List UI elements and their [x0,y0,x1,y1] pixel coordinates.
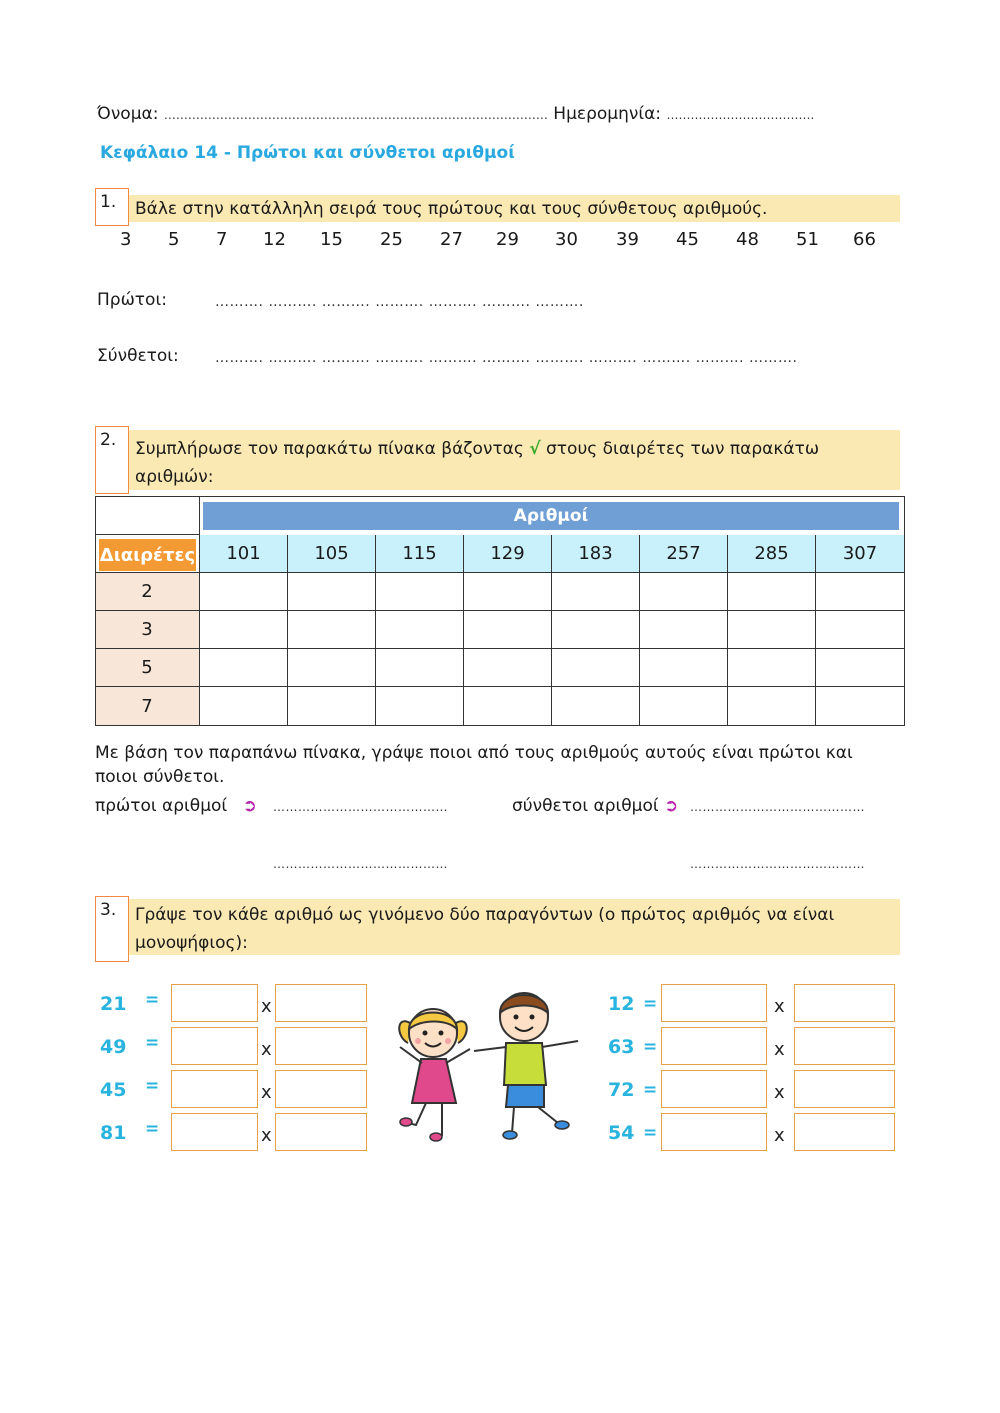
arrow-icon: ➲ [242,796,257,816]
divisor-cell: 3 [95,611,200,649]
times-sign: x [261,1082,272,1103]
task1-instruction: Βάλε στην κατάλληλη σειρά τους πρώτους και τους σύνθετους αριθμούς. [135,199,768,219]
answer-cell[interactable] [200,687,288,726]
task2-instruction-end: στους διαιρέτες των παρακάτω [546,439,820,459]
answer-cell[interactable] [552,687,640,726]
answer-cell[interactable] [288,649,376,687]
answer-cell[interactable] [640,649,728,687]
factor-input[interactable] [171,1070,258,1108]
times-sign: x [261,996,272,1017]
factor-input[interactable] [171,1027,258,1065]
answer-cell[interactable] [464,573,552,611]
task2-followup [95,741,905,789]
answer-cell[interactable] [640,573,728,611]
factor-number: 54 [608,1122,635,1144]
equals-sign: = [643,1080,658,1100]
number-header-cell: 115 [376,535,464,573]
factor-input[interactable] [794,1070,895,1108]
equals-sign: = [145,1033,160,1053]
number-header-cell: 257 [640,535,728,573]
number-item: 3 [120,229,132,250]
task2-followup-line1: Με βάση τον παραπάνω πίνακα, γράψε ποιοι από τους αριθμούς αυτούς είναι πρώτοι και [95,743,853,763]
factor-number: 21 [100,993,127,1015]
equals-sign: = [643,1037,658,1057]
times-sign: x [774,1082,785,1103]
composites-answer-label: σύνθετοι αριθμοί ➲ [512,796,679,816]
factor-input[interactable] [661,984,767,1022]
answer-cell[interactable] [728,687,816,726]
factor-input[interactable] [794,1113,895,1151]
composites-answer-field[interactable]: ………. ………. ………. ………. ………. ………. ………. ………. ………. ………. ………. [215,350,798,366]
number-item: 12 [263,229,286,250]
composites-answer-line-2[interactable]: …………………………………… [690,857,865,871]
task2-followup-line2: ποιοι σύνθετοι. [95,767,225,787]
task2-instruction-line2: αριθμών: [135,467,214,487]
primes-answer-field[interactable]: ………. ………. ………. ………. ………. ………. ………. [215,294,584,310]
answer-cell[interactable] [200,649,288,687]
primes-label: Πρώτοι: [97,290,167,310]
task3-instruction-line2: μονοψήφιος): [135,933,248,953]
times-sign: x [774,996,785,1017]
answer-cell[interactable] [288,611,376,649]
answer-cell[interactable] [376,687,464,726]
answer-cell[interactable] [376,573,464,611]
factor-input[interactable] [661,1027,767,1065]
equals-sign: = [145,990,160,1010]
task1-number-row [110,229,890,255]
times-sign: x [261,1125,272,1146]
task1-number: 1. [95,188,129,226]
divisors-table [95,496,905,726]
factor-number: 45 [100,1079,127,1101]
answer-cell[interactable] [816,687,905,726]
factor-number: 49 [100,1036,127,1058]
number-item: 25 [380,229,403,250]
number-header-cell: 105 [288,535,376,573]
factor-input[interactable] [275,1027,367,1065]
factor-number: 72 [608,1079,635,1101]
factor-input[interactable] [171,984,258,1022]
date-label: Ημερομηνία: [553,104,662,124]
factor-input[interactable] [275,1070,367,1108]
factor-input[interactable] [794,984,895,1022]
equals-sign: = [145,1119,160,1139]
answer-cell[interactable] [640,611,728,649]
factor-input[interactable] [794,1027,895,1065]
answer-cell[interactable] [376,649,464,687]
number-header-cell: 101 [200,535,288,573]
task2-instruction-start: Συμπλήρωσε τον παρακάτω πίνακα βάζοντας [135,439,524,459]
factor-number: 63 [608,1036,635,1058]
task2-number: 2. [95,426,129,494]
number-item: 15 [320,229,343,250]
girl-figure [399,1009,470,1141]
answer-cell[interactable] [816,649,905,687]
number-item: 5 [168,229,180,250]
answer-cell[interactable] [288,687,376,726]
factor-input[interactable] [275,984,367,1022]
number-item: 27 [440,229,463,250]
divisor-cell: 2 [95,573,200,611]
number-header-cell: 129 [464,535,552,573]
check-mark-icon: √ [529,439,541,459]
number-item: 51 [796,229,819,250]
number-item: 39 [616,229,639,250]
divisor-cell: 5 [95,649,200,687]
number-header-cell: 285 [728,535,816,573]
composites-label: Σύνθετοι: [97,346,179,366]
factor-input[interactable] [275,1113,367,1151]
number-item: 45 [676,229,699,250]
table-corner-cell [95,496,200,535]
number-header-cell: 183 [552,535,640,573]
equals-sign: = [643,1123,658,1143]
equals-sign: = [145,1076,160,1096]
factor-input[interactable] [171,1113,258,1151]
answer-cell[interactable] [464,649,552,687]
factor-input[interactable] [661,1113,767,1151]
composites-answer-line-1[interactable]: …………………………………… [690,800,865,814]
task3-instruction-line1: Γράψε τον κάθε αριθμό ως γινόμενο δύο παραγόντων (ο πρώτος αριθμός να είναι [135,905,835,925]
task2-instruction [135,435,895,491]
name-field[interactable]: …………………………………………………………………………………… [163,108,548,122]
times-sign: x [774,1125,785,1146]
numbers-header: Αριθμοί [203,502,899,530]
factor-number: 12 [608,993,635,1015]
answer-cell[interactable] [464,687,552,726]
answer-cell[interactable] [816,611,905,649]
number-item: 30 [555,229,578,250]
primes-answer-label: πρώτοι αριθμοί ➲ [95,796,257,816]
factor-input[interactable] [661,1070,767,1108]
number-item: 29 [496,229,519,250]
number-item: 7 [216,229,228,250]
primes-answer-line-2[interactable]: …………………………………… [273,857,448,871]
name-label: Όνομα: [97,104,159,124]
name-date-line [97,104,897,124]
factor-number: 81 [100,1122,127,1144]
number-header-cell: 307 [816,535,905,573]
answer-cell[interactable] [816,573,905,611]
arrow-icon: ➲ [664,796,679,816]
chapter-title: Κεφάλαιο 14 - Πρώτοι και σύνθετοι αριθμοί [100,143,515,163]
answer-cell[interactable] [728,573,816,611]
equals-sign: = [643,994,658,1014]
answer-cell[interactable] [552,573,640,611]
task3-instruction [135,901,895,957]
divisor-cell: 7 [95,687,200,726]
answer-cell[interactable] [728,611,816,649]
answer-cell[interactable] [552,611,640,649]
answer-cell[interactable] [464,611,552,649]
primes-answer-line-1[interactable]: …………………………………… [273,800,448,814]
answer-cell[interactable] [640,687,728,726]
times-sign: x [261,1039,272,1060]
answer-cell[interactable] [552,649,640,687]
answer-cell[interactable] [200,611,288,649]
boy-figure [474,993,578,1139]
task3-number: 3. [95,896,129,962]
kids-illustration [388,985,600,1145]
divisors-header: Διαιρέτες [99,539,196,571]
answer-cell[interactable] [200,573,288,611]
number-item: 48 [736,229,759,250]
answer-cell[interactable] [728,649,816,687]
times-sign: x [774,1039,785,1060]
date-field[interactable]: ………………………………. [666,108,815,122]
answer-cell[interactable] [288,573,376,611]
number-item: 66 [853,229,876,250]
answer-cell[interactable] [376,611,464,649]
